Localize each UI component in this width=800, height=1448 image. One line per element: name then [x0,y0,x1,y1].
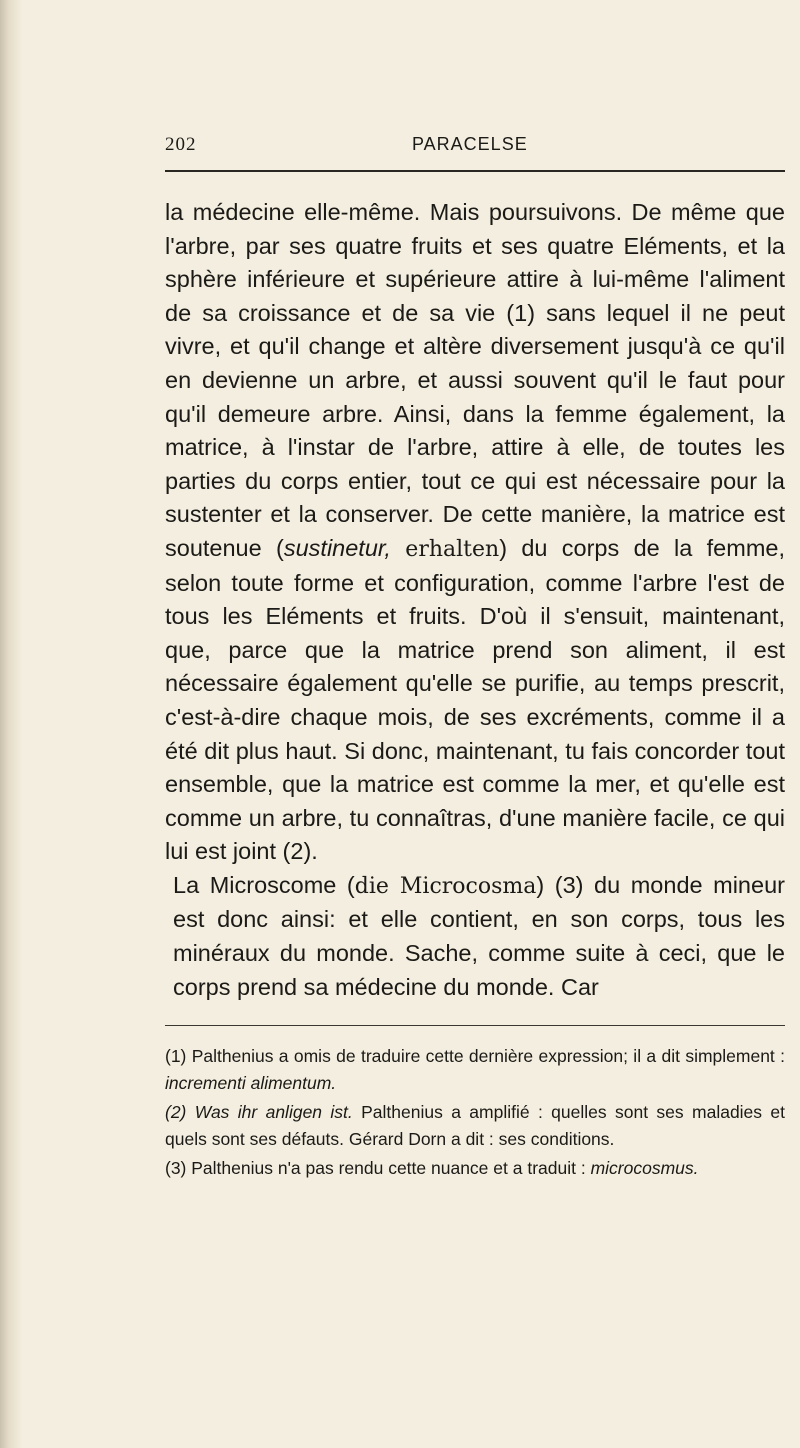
footnote-1-latin: incrementi alimentum. [165,1072,337,1093]
running-title: PARACELSE [412,134,528,154]
footnote-3 [165,1155,785,1182]
footnote-3-text: (3) Palthenius n'a pas rendu cette nuance et a traduit : [165,1158,591,1178]
paragraph-1 [165,196,785,869]
footnote-2 [165,1099,785,1152]
header-rule [165,170,785,172]
footnotes [165,1043,785,1185]
main-text [165,196,785,1004]
page-number: 202 [165,134,197,155]
footnote-1-text: (1) Palthenius a omis de traduire cette dernière expression; il a dit simplement : [165,1046,785,1066]
page-binding-edge [0,0,22,1448]
paragraph-2-part-a: La Microscome ( [173,871,355,898]
footnote-1 [165,1043,785,1096]
footnote-2-text: Palthenius a amplifié : quelles sont ses maladies et quels sont ses défauts. Gérard Dorn a dit : ses conditions. [165,1102,785,1149]
paragraph-1-part-b: ) du corps de la femme, selon toute forme et configuration, comme l'arbre l'est de tous les Eléments et fruits. D'où il s'ensuit, maintenant, que, parce que la matrice prend son aliment, il est nécessaire également qu'elle se purifie, au temps prescrit, c'est-à-dire chaque mois, de ses excréments, comme il a été dit plus haut. Si donc, maintenant, tu fais concorder tout ensemble, que la matrice est comme la mer, et qu'elle est comme un arbre, tu connaîtras, d'une manière facile, ce qui lui est joint (2). [165,534,785,865]
paragraph-1-part-a: la médecine elle-même. Mais poursuivons. De même que l'arbre, par ses quatre fruits et ses quatre Eléments, et la sphère inférieure et supérieure attire à lui-même l'aliment de sa croissance et de sa vie (1) sans lequel il ne peut vivre, et qu'il change et altère diversement jusqu'à ce qu'il en devienne un arbre, et aussi souvent qu'il le faut pour qu'il demeure arbre. Ainsi, dans la femme également, la matrice, à l'instar de l'arbre, attire à elle, de toutes les parties du corps entier, tout ce qui est nécessaire pour la sustenter et la conserver. De cette manière, la matrice est soutenue ( [165,199,785,561]
paragraph-2 [165,869,785,1004]
paragraph-1-german-term: erhalten [405,536,500,562]
page-header [165,134,785,164]
footnote-3-latin: microcosmus. [590,1158,699,1178]
footnote-rule [165,1025,785,1026]
paragraph-2-part-b: ) (3) du monde mineur est donc ainsi: et elle contient, en son corps, tous les minéraux du monde. Sache, comme suite à ceci, que le corps prend sa médecine du monde. Car [173,871,785,1000]
footnote-2-german: (2) Was ihr anligen ist. [165,1102,353,1122]
paragraph-1-latin-term: sustinetur, [283,534,391,561]
paragraph-2-german-term: die Microcosma [354,873,537,899]
